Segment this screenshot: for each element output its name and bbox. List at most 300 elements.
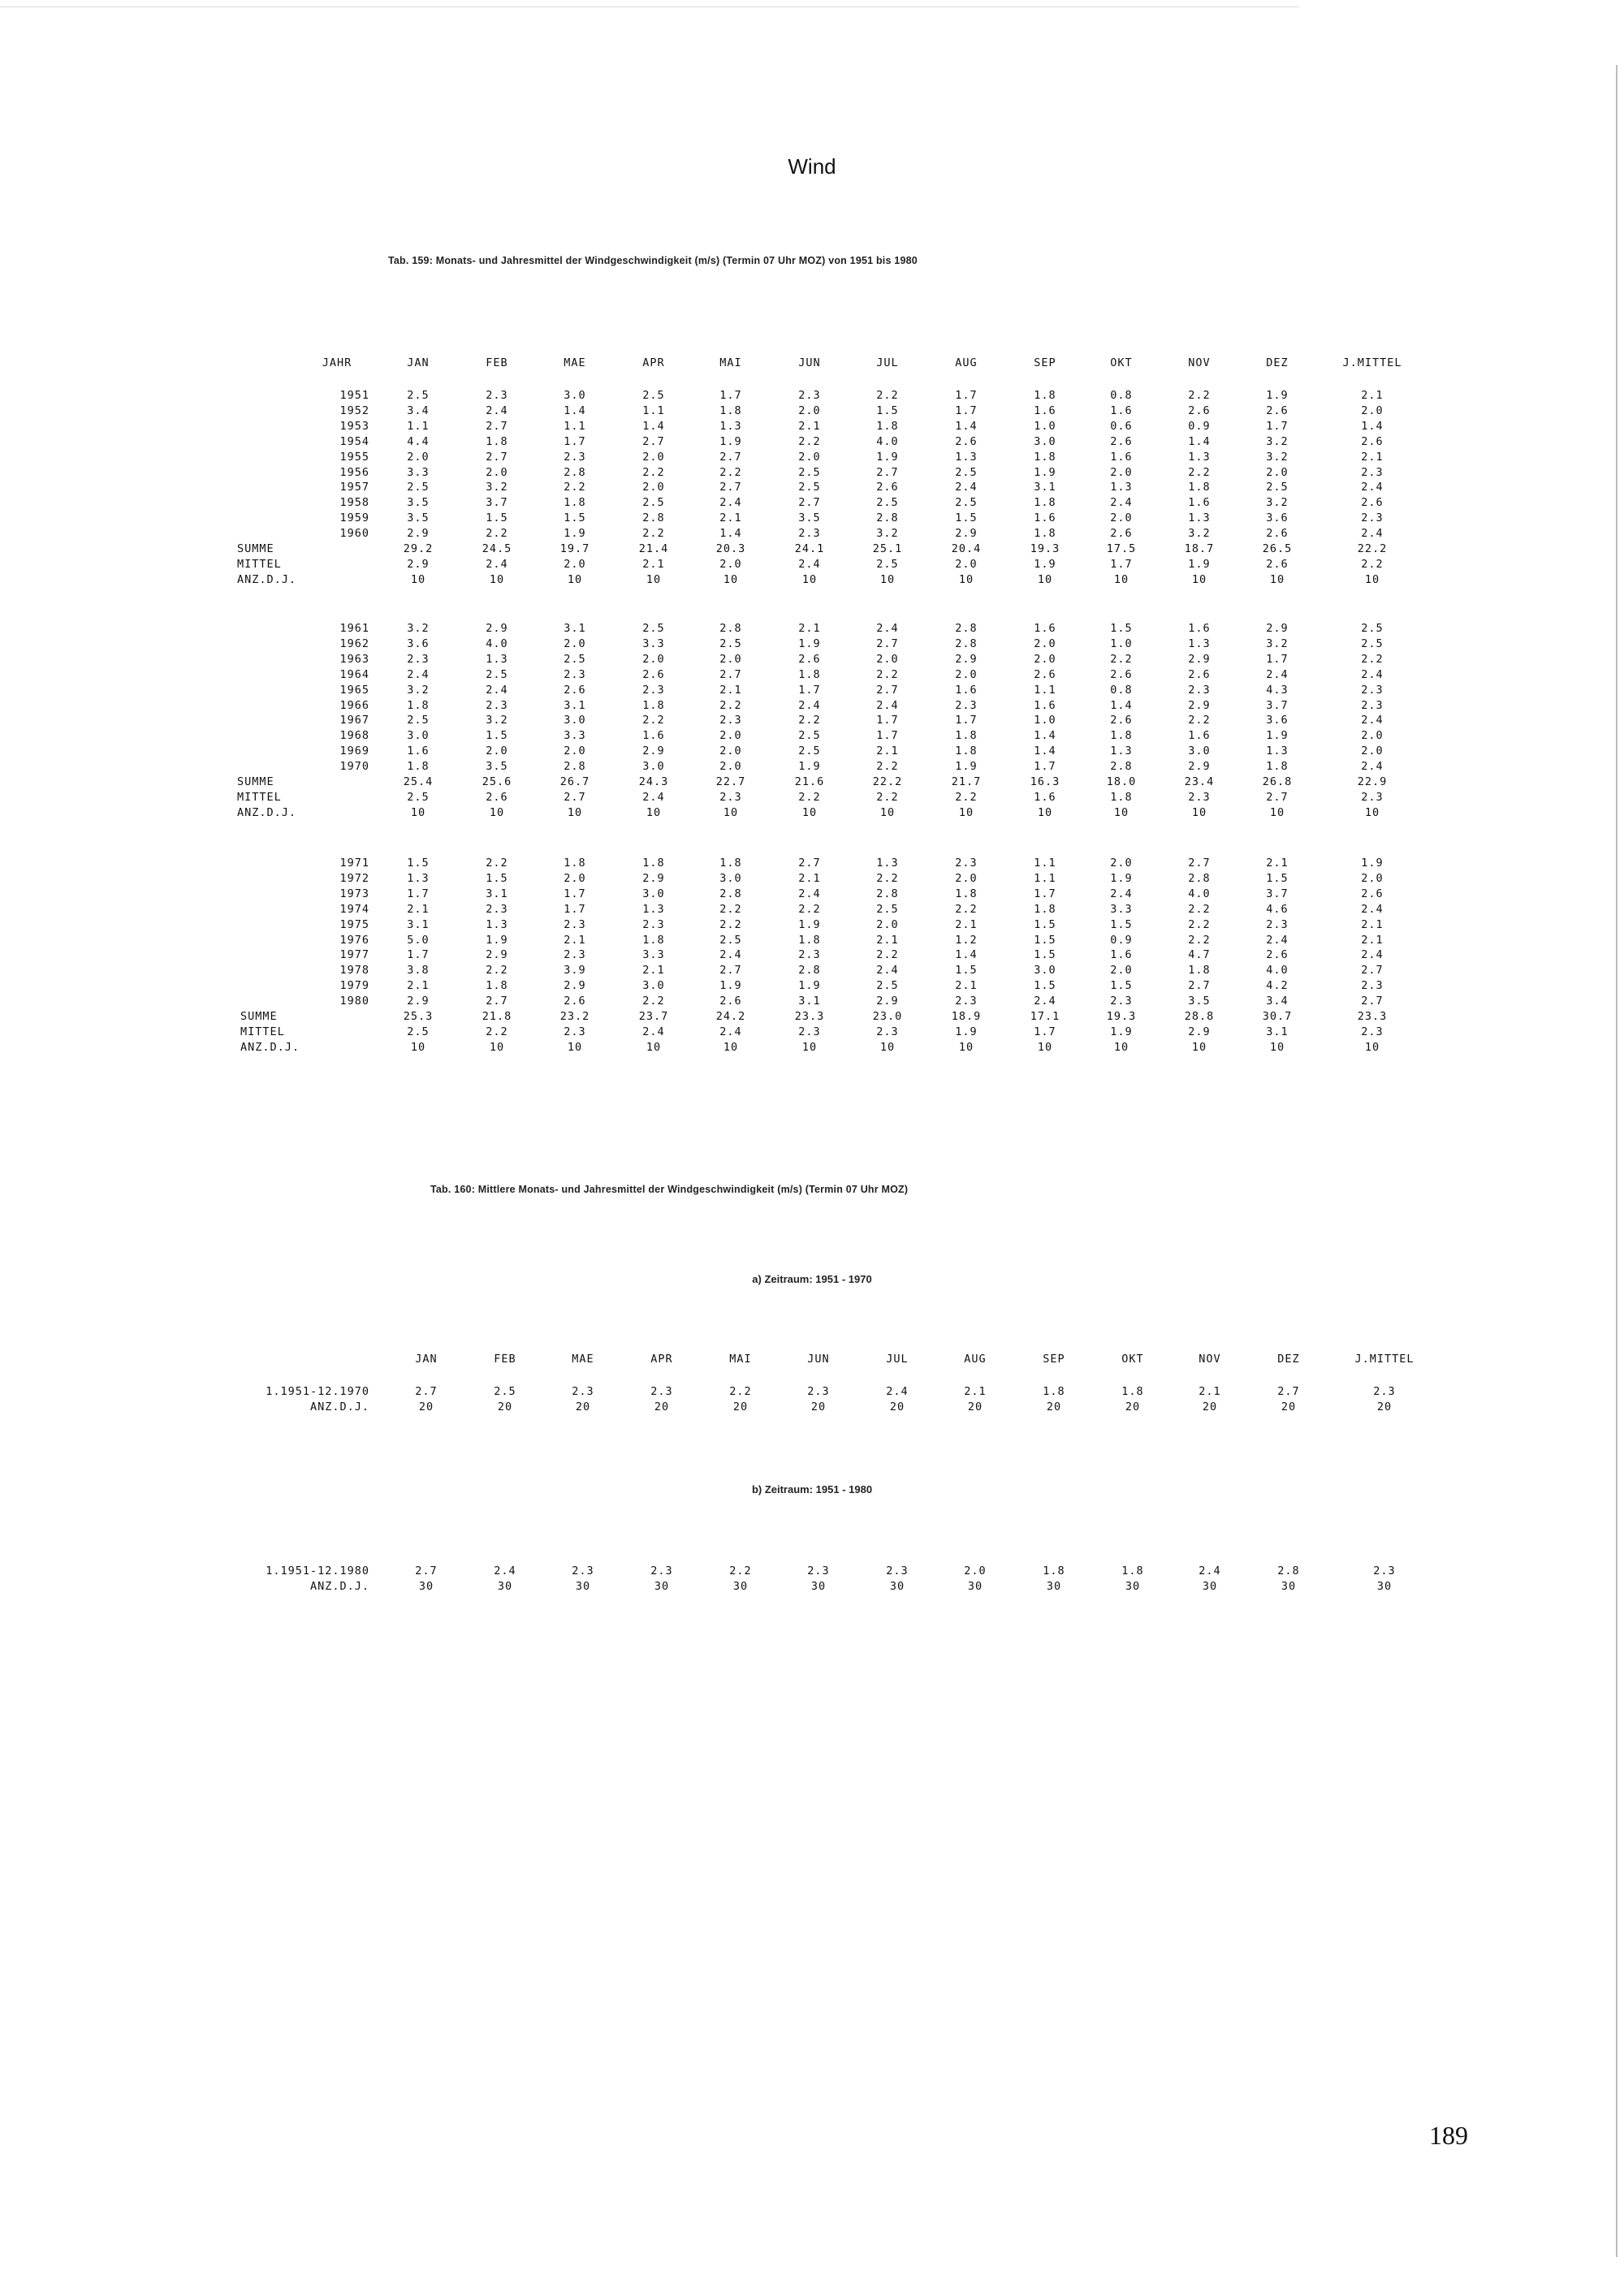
tab159-summary-row-cell: 18.7: [1184, 542, 1215, 555]
tab159-year-row-cell: 2.6: [642, 667, 665, 681]
tab159-summary-row-cell: 2.4: [642, 790, 665, 804]
tab159-year-row-cell: 2.0: [564, 744, 586, 758]
tab159-year-row-cell: 1.5: [486, 871, 508, 885]
tab159-year-row-cell: 2.8: [564, 760, 586, 774]
tab159-summary-row: [0, 572, 1624, 588]
tab159-year-row-cell: 1.8: [1266, 760, 1289, 774]
tab159-year-row-cell: 3.0: [1188, 744, 1211, 758]
tab159-year-row-label: 1978: [339, 964, 369, 978]
tab159-year-row-cell: 1.8: [1034, 902, 1056, 916]
tab159-year-row-cell: 1.5: [1110, 917, 1133, 931]
tab160a-data-row-cell: 20: [575, 1400, 591, 1413]
tab159-year-row-cell: 2.0: [955, 871, 978, 885]
tab159-summary-row-cell: 10: [410, 805, 426, 819]
tab159-year-row-cell: 1.5: [1034, 917, 1056, 931]
tab159-year-row: [0, 932, 1624, 948]
tab159-summary-row-cell: 1.7: [1110, 557, 1133, 571]
tab159-header-row-cell: SEP: [1034, 356, 1056, 369]
tab159-summary-row-cell: 20.3: [715, 542, 746, 555]
tab160b-data-row-cell: 30: [1376, 1580, 1393, 1593]
tab160a-data-row: [0, 1399, 1624, 1415]
tab159-year-row: [0, 917, 1624, 933]
tab159-summary-row-cell: 10: [958, 572, 974, 586]
tab159-year-row-cell: 2.8: [955, 637, 978, 650]
tab159-year-row-cell: 2.0: [564, 637, 586, 650]
tab159-year-row-cell: 2.0: [1110, 511, 1133, 525]
tab159-year-row-cell: 2.1: [1361, 389, 1384, 402]
tab159-year-row-cell: 3.0: [1034, 964, 1056, 978]
tab159-year-row-cell: 2.4: [407, 667, 430, 681]
tab159-year-row-cell: 2.7: [798, 496, 821, 510]
tab159-year-row-cell: 2.4: [1361, 902, 1384, 916]
tab159-year-row-cell: 1.0: [1034, 419, 1056, 433]
tab159-summary-row-cell: 22.2: [1357, 542, 1388, 555]
tab159-year-row-cell: 2.6: [955, 434, 978, 448]
tab159-year-row-cell: 2.5: [798, 744, 821, 758]
tab159-summary-row-cell: 2.3: [1361, 790, 1384, 804]
tab159-year-row-cell: 1.5: [564, 511, 586, 525]
tab159-year-row-cell: 2.4: [719, 948, 742, 962]
tab159-year-row-cell: 2.5: [719, 933, 742, 947]
tab159-summary-row-cell: 26.7: [559, 775, 590, 788]
tab160b-data-row-cell: 2.3: [650, 1564, 673, 1577]
tab160a-data-row-cell: 2.3: [572, 1385, 594, 1398]
tab159-year-row-cell: 1.4: [1361, 419, 1384, 433]
tab159-year-row-cell: 1.6: [407, 744, 430, 758]
tab160a-data-row-cell: 2.7: [1277, 1385, 1300, 1398]
tab159-header-row-cell: MAI: [719, 356, 742, 369]
tab159-year-row-cell: 1.9: [1361, 857, 1384, 870]
tab159-year-row: [0, 651, 1624, 667]
tab159-year-row-cell: 2.8: [564, 465, 586, 479]
tab159-summary-row-cell: 2.9: [1188, 1025, 1211, 1038]
tab159-year-row-cell: 2.2: [1110, 652, 1133, 666]
tab159-year-row-cell: 3.0: [642, 760, 665, 774]
tab160a-data-row-cell: 20: [1202, 1400, 1218, 1413]
tab159-year-row-cell: 2.7: [719, 667, 742, 681]
tab159-year-row-cell: 1.7: [1034, 887, 1056, 900]
tab159-year-row-cell: 2.2: [486, 857, 508, 870]
tab159-year-row-cell: 2.7: [798, 857, 821, 870]
tab159-summary-row-cell: 22.7: [715, 775, 746, 788]
tab159-year-row-cell: 2.9: [642, 871, 665, 885]
tab159-year-row-cell: 2.3: [955, 857, 978, 870]
tab160a-header-row-cell: JUN: [807, 1353, 830, 1366]
tab159-year-row-cell: 0.8: [1110, 683, 1133, 697]
tab159-year-row-cell: 2.4: [876, 964, 899, 978]
tab159-year-row-cell: 2.2: [955, 902, 978, 916]
tab159-year-row-cell: 2.5: [876, 902, 899, 916]
tab159-summary-row-cell: 2.3: [1361, 1025, 1384, 1038]
tab159-summary-row-cell: 10: [567, 1040, 583, 1054]
tab160b-data-row-cell: 2.3: [572, 1564, 594, 1577]
tab160a-data-row-cell: 2.3: [807, 1385, 830, 1398]
tab159-year-row-cell: 3.2: [876, 527, 899, 541]
tab159-year-row-cell: 2.3: [407, 652, 430, 666]
tab159-year-row-cell: 2.3: [564, 667, 586, 681]
tab160a-data-row-cell: 20: [654, 1400, 670, 1413]
tab159-year-row-cell: 2.9: [1188, 652, 1211, 666]
tab159-summary-row-cell: 10: [1364, 805, 1380, 819]
tab159-year-row-cell: 2.4: [719, 496, 742, 510]
tab159-year-row-cell: 2.9: [564, 979, 586, 993]
tab159-summary-row-cell: 10: [801, 572, 818, 586]
tab159-year-row-cell: 2.9: [407, 527, 430, 541]
tab159-year-row-cell: 2.5: [798, 465, 821, 479]
page-number: 189: [1429, 2121, 1468, 2150]
tab159-year-row-cell: 2.1: [407, 902, 430, 916]
tab160b-data-row-cell: 30: [1202, 1580, 1218, 1593]
tab159-year-row-cell: 2.6: [1188, 404, 1211, 417]
tab159-year-row-cell: 2.0: [876, 917, 899, 931]
tab159-year-row-cell: 2.8: [1188, 871, 1211, 885]
tab159-year-row-cell: 2.0: [719, 744, 742, 758]
tab159-year-row-cell: 2.5: [1266, 481, 1289, 494]
tab159-summary-row-cell: 1.8: [1110, 790, 1133, 804]
tab159-year-row-cell: 1.3: [1188, 450, 1211, 464]
tab159-summary-row-cell: 1.9: [1110, 1025, 1133, 1038]
tab159-year-row-cell: 2.7: [1188, 979, 1211, 993]
tab160b-data-row-cell: 2.3: [886, 1564, 909, 1577]
tab159-year-row-cell: 1.4: [1034, 744, 1056, 758]
tab159-summary-row-cell: 10: [567, 805, 583, 819]
tab159-year-row-cell: 3.2: [1266, 434, 1289, 448]
tab159-year-row-cell: 2.7: [1361, 995, 1384, 1008]
tab159-year-row-cell: 1.7: [564, 434, 586, 448]
tab159-year-row-label: 1952: [339, 404, 369, 417]
tab159-year-row-cell: 1.1: [1034, 871, 1056, 885]
tab159-summary-row-cell: 10: [489, 572, 505, 586]
tab159-summary-row-cell: 19.3: [1106, 1010, 1137, 1023]
tab159-summary-row-cell: 2.4: [642, 1025, 665, 1038]
tab159-year-row: [0, 525, 1624, 542]
tab159-summary-row-cell: 24.1: [794, 542, 825, 555]
tab159-year-row-label: 1967: [339, 714, 369, 727]
tab160a-data-row-cell: 2.3: [650, 1385, 673, 1398]
tab159-year-row-cell: 2.1: [798, 622, 821, 635]
tab160a-header-row-cell: DEZ: [1277, 1353, 1300, 1366]
tab159-year-row-cell: 1.8: [1034, 450, 1056, 464]
tab159-year-row-cell: 2.6: [1266, 948, 1289, 962]
tab159-year-row-cell: 1.6: [1188, 622, 1211, 635]
tab159-summary-row-cell: 16.3: [1030, 775, 1060, 788]
tab159-year-row-cell: 1.6: [1188, 729, 1211, 743]
tab159-year-row-cell: 2.3: [1110, 995, 1133, 1008]
tab159-summary-row-cell: 2.2: [955, 790, 978, 804]
tab159-summary-row: [0, 1039, 1624, 1055]
tab159-summary-row-cell: 10: [1037, 1040, 1053, 1054]
tab159-year-row-cell: 3.1: [564, 622, 586, 635]
tab160a-header-row-cell: J.MITTEL: [1354, 1353, 1415, 1366]
tab159-year-row-cell: 2.4: [1266, 667, 1289, 681]
tab159-year-row-cell: 3.2: [1266, 450, 1289, 464]
tab159-summary-row-label: SUMME: [237, 542, 274, 555]
tab159-header-row-cell: J.MITTEL: [1342, 356, 1402, 369]
tab159-year-row-cell: 2.1: [876, 933, 899, 947]
tab159-year-row-cell: 2.9: [955, 527, 978, 541]
tab160a-header-row-cell: JUL: [886, 1353, 909, 1366]
tab159-summary-row-label: MITTEL: [237, 790, 282, 804]
tab159-summary-row-cell: 10: [1113, 572, 1129, 586]
tab159-year-row-cell: 1.5: [486, 511, 508, 525]
tab159-summary-row-label: MITTEL: [240, 1025, 285, 1038]
tab159-year-row-cell: 2.2: [876, 948, 899, 962]
tab159-summary-row-cell: 1.9: [955, 1025, 978, 1038]
tab159-year-row-cell: 2.0: [798, 450, 821, 464]
tab159-summary-row-cell: 10: [646, 572, 662, 586]
tab159-year-row-cell: 2.1: [564, 933, 586, 947]
tab159-year-row: [0, 682, 1624, 698]
tab159-year-row-cell: 1.8: [486, 434, 508, 448]
tab159-year-row-cell: 3.3: [642, 637, 665, 650]
tab159-year-row-label: 1977: [339, 948, 369, 962]
tab159-year-row-cell: 1.9: [1034, 465, 1056, 479]
tab160a-header-row-cell: MAI: [729, 1353, 752, 1366]
tab159-header-row-cell: JAN: [407, 356, 430, 369]
tab160b-data-row-cell: 2.2: [729, 1564, 752, 1577]
tab159-year-row: [0, 870, 1624, 887]
tab159-summary-row-cell: 10: [1191, 1040, 1207, 1054]
tab159-year-row-cell: 2.2: [1188, 917, 1211, 931]
tab159-year-row-cell: 2.8: [1110, 760, 1133, 774]
tab159-summary-row-cell: 1.9: [1034, 557, 1056, 571]
tab159-summary-row-cell: 18.0: [1106, 775, 1137, 788]
tab159-year-row-cell: 2.7: [719, 481, 742, 494]
tab159-summary-row-cell: 24.2: [715, 1010, 746, 1023]
tab159-summary-row: [0, 805, 1624, 821]
tab160a-data-row-cell: 20: [1125, 1400, 1141, 1413]
tab159-year-row-cell: 2.7: [1361, 964, 1384, 978]
tab159-year-row-cell: 2.2: [1188, 902, 1211, 916]
tab159-summary-row-cell: 3.1: [1266, 1025, 1289, 1038]
tab159-year-row-cell: 3.2: [407, 683, 430, 697]
tab159-year-row-cell: 2.4: [486, 683, 508, 697]
tab160a-header-row-cell: NOV: [1199, 1353, 1221, 1366]
tab160a-data-row-cell: 2.1: [964, 1385, 987, 1398]
tab159-year-row: [0, 494, 1624, 511]
tab159-year-row-cell: 1.8: [642, 698, 665, 712]
tab159-year-row-cell: 1.5: [1266, 871, 1289, 885]
tab159-year-row-cell: 2.5: [719, 637, 742, 650]
tab159-year-row-cell: 2.2: [642, 527, 665, 541]
tab159-year-row-cell: 2.0: [1361, 404, 1384, 417]
tab159-year-row-cell: 1.6: [1034, 404, 1056, 417]
tab159-summary-row-cell: 17.5: [1106, 542, 1137, 555]
tab160b-data-row-cell: 30: [575, 1580, 591, 1593]
tab159-year-row-cell: 2.1: [1266, 857, 1289, 870]
tab159-summary-row-cell: 25.6: [482, 775, 512, 788]
tab159-year-row-label: 1969: [339, 744, 369, 758]
tab159-year-row-cell: 1.9: [1266, 389, 1289, 402]
tab159-year-row-cell: 2.4: [1361, 714, 1384, 727]
tab159-year-row-cell: 2.5: [642, 389, 665, 402]
tab159-year-row-cell: 4.0: [486, 637, 508, 650]
tab159-year-row-cell: 2.0: [1361, 871, 1384, 885]
tab159-year-row-cell: 2.0: [1034, 637, 1056, 650]
tab159-year-row-cell: 1.7: [1266, 419, 1289, 433]
tab159-year-row-label: 1964: [339, 667, 369, 681]
tab159-year-row-cell: 2.6: [719, 995, 742, 1008]
tab159-year-row-label: 1962: [339, 637, 369, 650]
tab159-year-row-cell: 1.0: [1034, 714, 1056, 727]
tab159-year-row-cell: 3.2: [1266, 496, 1289, 510]
tab159-year-row-cell: 2.2: [486, 964, 508, 978]
tab159-summary-row-cell: 10: [1269, 805, 1285, 819]
tab159-year-row-cell: 1.1: [1034, 857, 1056, 870]
tab159-summary-row-cell: 2.0: [564, 557, 586, 571]
tab159-year-row-cell: 2.5: [564, 652, 586, 666]
tab159-year-row-cell: 3.3: [642, 948, 665, 962]
tab159-year-row-cell: 1.8: [798, 933, 821, 947]
tab159-year-row-cell: 1.8: [1034, 389, 1056, 402]
tab159-year-row-cell: 3.4: [407, 404, 430, 417]
tab159-header-row-cell: JAHR: [322, 356, 352, 369]
tab159-summary-row-cell: 2.1: [642, 557, 665, 571]
tab159-year-row-cell: 2.3: [564, 948, 586, 962]
tab159-year-row-cell: 2.4: [876, 698, 899, 712]
tab159-year-row-cell: 2.3: [642, 917, 665, 931]
tab159-year-row-cell: 1.6: [642, 729, 665, 743]
tab159-year-row-cell: 2.0: [1110, 964, 1133, 978]
tab159-summary-row-cell: 26.8: [1262, 775, 1293, 788]
tab159-year-row-cell: 2.5: [955, 465, 978, 479]
tab159-year-row-cell: 2.5: [407, 714, 430, 727]
tab159-year-row-cell: 2.0: [1361, 744, 1384, 758]
tab159-year-row-cell: 1.8: [955, 744, 978, 758]
tab159-year-row: [0, 464, 1624, 481]
tab159-summary-row-cell: 19.3: [1030, 542, 1060, 555]
tab159-header-row-cell: JUL: [876, 356, 899, 369]
tab159-year-row-cell: 3.0: [642, 979, 665, 993]
tab159-year-row-cell: 1.7: [955, 389, 978, 402]
tab159-year-row-cell: 1.3: [955, 450, 978, 464]
tab160a-data-row-cell: 20: [497, 1400, 513, 1413]
tab159-year-row-cell: 2.8: [798, 964, 821, 978]
tab159-year-row-cell: 2.2: [876, 389, 899, 402]
tab159-year-row-cell: 2.3: [798, 948, 821, 962]
tab159-year-row-cell: 1.5: [1034, 948, 1056, 962]
tab159-year-row-label: 1971: [339, 857, 369, 870]
tab159-header-row: [0, 355, 1624, 371]
tab159-year-row-cell: 2.2: [1188, 389, 1211, 402]
tab159-year-row: [0, 667, 1624, 683]
tab159-year-row-cell: 1.9: [486, 933, 508, 947]
tab160b-data-row-cell: 30: [1125, 1580, 1141, 1593]
tab159-year-row-cell: 2.9: [955, 652, 978, 666]
tab159-year-row-cell: 1.7: [876, 729, 899, 743]
tab159-year-row-cell: 1.3: [486, 917, 508, 931]
tab159-summary-row-cell: 10: [410, 572, 426, 586]
tab159-year-row-cell: 2.7: [1188, 857, 1211, 870]
tab159-year-row-cell: 3.5: [1188, 995, 1211, 1008]
tab159-year-row-cell: 2.1: [1361, 933, 1384, 947]
tab159-year-row-cell: 2.0: [955, 667, 978, 681]
tab159-summary-row-cell: 10: [801, 805, 818, 819]
tab159-year-row-cell: 1.5: [407, 857, 430, 870]
tab159-year-row-cell: 2.2: [798, 902, 821, 916]
tab159-year-row-cell: 1.3: [1110, 481, 1133, 494]
tab159-summary-row-cell: 2.7: [1266, 790, 1289, 804]
tab159-year-row-label: 1953: [339, 419, 369, 433]
tab159-year-row-cell: 1.7: [798, 683, 821, 697]
tab159-year-row-cell: 2.0: [719, 760, 742, 774]
tab159-year-row-cell: 2.6: [564, 683, 586, 697]
tab159-year-row-cell: 1.8: [1034, 496, 1056, 510]
tab160a-header-row-cell: SEP: [1043, 1353, 1065, 1366]
tab159-summary-row-cell: 10: [410, 1040, 426, 1054]
tab159-year-row-cell: 2.1: [955, 979, 978, 993]
tab159-summary-row-cell: 17.1: [1030, 1010, 1060, 1023]
tab159-year-row-cell: 3.7: [486, 496, 508, 510]
tab159-year-row-cell: 4.7: [1188, 948, 1211, 962]
tab160a-data-row-label: ANZ.D.J.: [309, 1400, 369, 1413]
tab159-year-row-cell: 1.3: [642, 902, 665, 916]
tab160b-data-row-cell: 1.8: [1043, 1564, 1065, 1577]
tab159-summary-row-cell: 10: [1191, 572, 1207, 586]
tab159-year-row-cell: 2.3: [955, 698, 978, 712]
tab160b-data-row-label: ANZ.D.J.: [309, 1580, 369, 1593]
tab159-year-row-cell: 2.1: [1361, 450, 1384, 464]
tab159-year-row-cell: 1.3: [1188, 637, 1211, 650]
tab159-year-row-cell: 2.7: [876, 465, 899, 479]
tab159-year-row-cell: 2.0: [1266, 465, 1289, 479]
tab159-year-row-cell: 1.4: [642, 419, 665, 433]
tab159-year-row-cell: 2.4: [955, 481, 978, 494]
tab159-year-row-cell: 1.6: [1110, 948, 1133, 962]
tab159-summary-row-cell: 10: [958, 805, 974, 819]
tab160a-data-row-cell: 20: [889, 1400, 905, 1413]
tab159-year-row-cell: 2.5: [955, 496, 978, 510]
tab159-summary-row-cell: 10: [489, 1040, 505, 1054]
tab159-year-row-cell: 2.7: [876, 637, 899, 650]
tab160a-data-row-cell: 2.4: [886, 1385, 909, 1398]
tab159-year-row-cell: 2.9: [486, 622, 508, 635]
tab159-year-row-cell: 1.8: [1188, 481, 1211, 494]
tab159-summary-row-cell: 2.5: [407, 1025, 430, 1038]
tab159-year-row-cell: 4.4: [407, 434, 430, 448]
tab159-summary-row-cell: 2.3: [719, 790, 742, 804]
tab159-summary-row-cell: 10: [1037, 572, 1053, 586]
tab159-year-row-cell: 2.5: [798, 729, 821, 743]
tab159-year-row-cell: 2.3: [798, 527, 821, 541]
tab159-year-row: [0, 712, 1624, 728]
tab159-summary-row-cell: 2.4: [719, 1025, 742, 1038]
tab159-year-row-cell: 1.3: [719, 419, 742, 433]
tab159-year-row-cell: 2.5: [876, 496, 899, 510]
tab159-year-row-cell: 1.5: [955, 511, 978, 525]
tab159-year-row-cell: 2.9: [407, 995, 430, 1008]
tab159-year-row-label: 1975: [339, 917, 369, 931]
tab159-year-row-label: 1954: [339, 434, 369, 448]
tab159-year-row-cell: 3.2: [1266, 637, 1289, 650]
tab159-year-row-cell: 1.8: [876, 419, 899, 433]
tab160-caption: Tab. 160: Mittlere Monats- und Jahresmittel der Windgeschwindigkeit (m/s) (Termin 07 Uhr MOZ): [430, 1184, 909, 1195]
tab159-summary-row-cell: 24.3: [638, 775, 669, 788]
tab159-summary-row-cell: 2.6: [1266, 557, 1289, 571]
tab159-year-row-cell: 3.6: [407, 637, 430, 650]
tab159-year-row-cell: 3.6: [1266, 511, 1289, 525]
tab159-year-row-cell: 2.3: [719, 714, 742, 727]
tab159-year-row: [0, 697, 1624, 714]
tab159-year-row-cell: 1.8: [798, 667, 821, 681]
tab159-summary-row-cell: 10: [646, 1040, 662, 1054]
tab159-year-row: [0, 993, 1624, 1009]
tab159-summary-row-cell: 10: [1191, 805, 1207, 819]
tab159-year-row-cell: 2.3: [1361, 511, 1384, 525]
tab159-year-row-cell: 3.5: [407, 511, 430, 525]
tab159-year-row-cell: 2.0: [564, 871, 586, 885]
tab159-summary-row-cell: 29.2: [403, 542, 434, 555]
